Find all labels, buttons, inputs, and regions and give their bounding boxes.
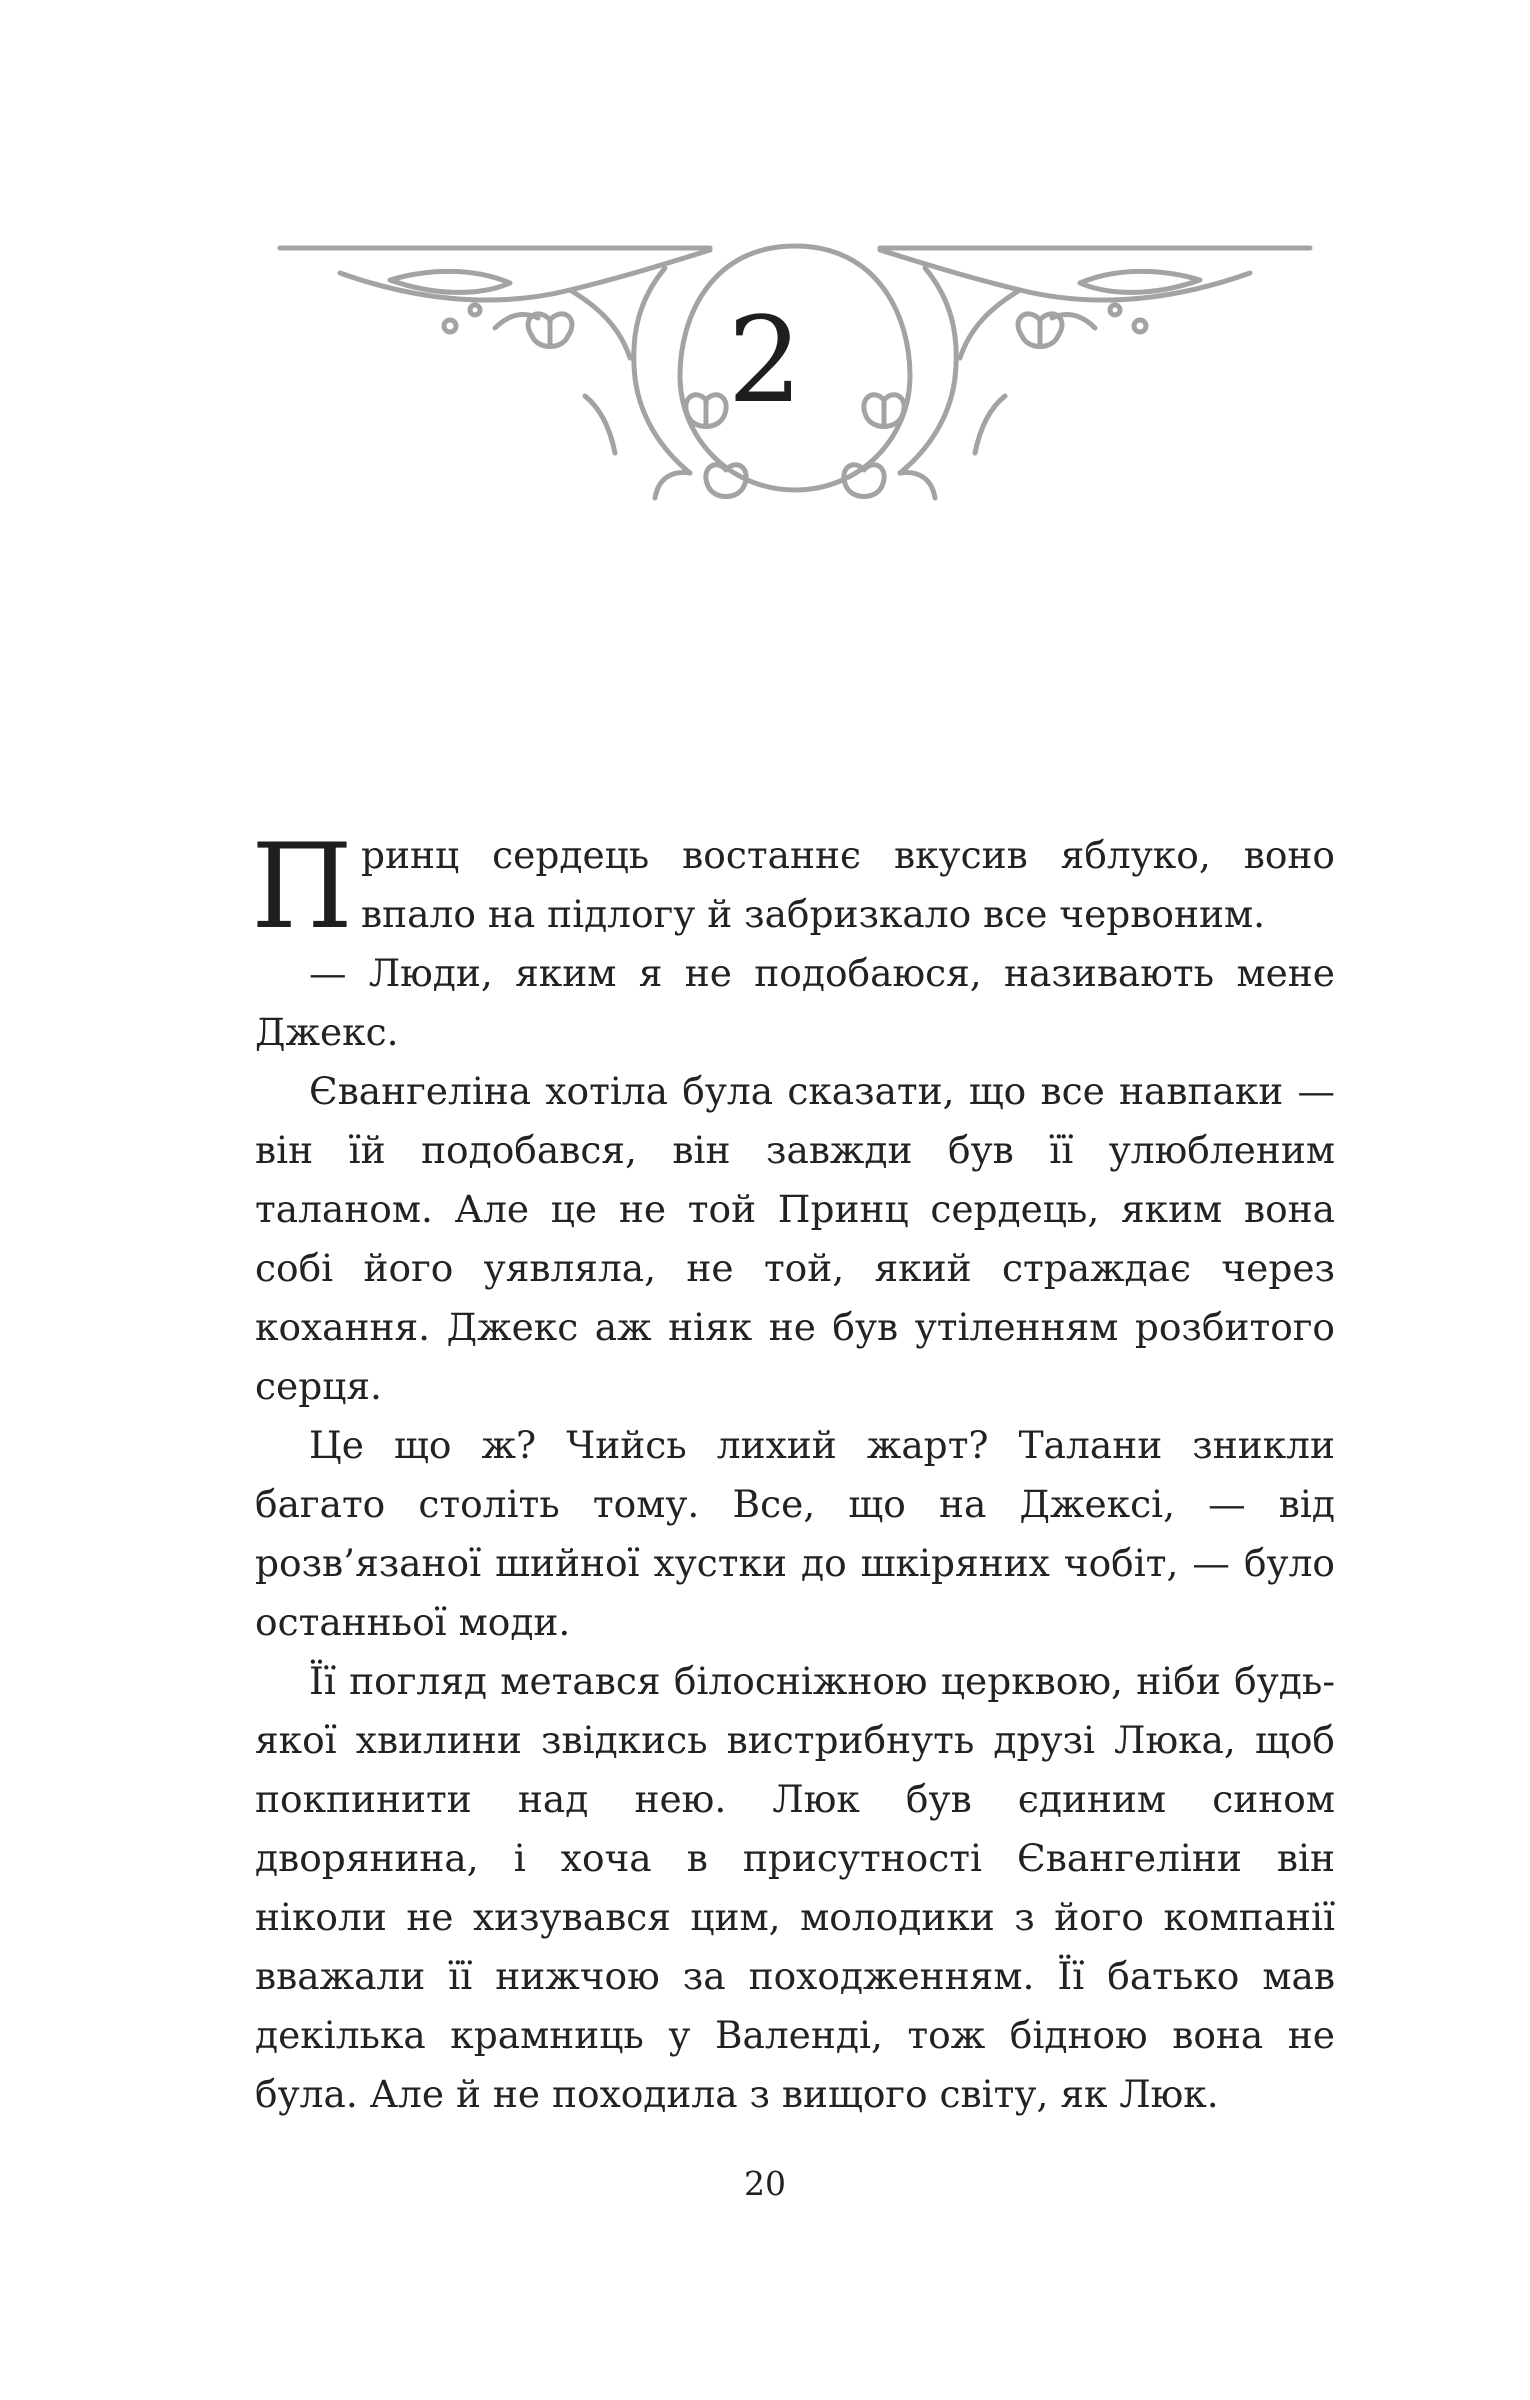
ornament-left-dot-2 <box>470 305 480 315</box>
ornament-left-arm <box>340 250 710 300</box>
paragraph-2: — Люди, яким я не подобаюся, називають мене Джекс. <box>255 951 1335 1054</box>
paragraph-5: Її погляд метався білосніжною церквою, ніби будь-якої хвилини звідкись вистрибнуть друзі Люка, щоб покпинити над нею. Люк був єдиним сином дворянина, і хоча в присутності Євангеліни він ніколи не хизувався цим, молодики з його компанії вважали її нижчою за походженням. Її батько мав декілька крамниць у Валенді, тож бідною вона не була. Але й не походила з вищого світу, як Люк. <box>255 1659 1335 2116</box>
ornament-right-dot-2 <box>1110 305 1120 315</box>
chapter-text <box>251 818 1335 2124</box>
ornament-left-dot-1 <box>444 320 456 332</box>
ornament-right-dot-1 <box>1134 320 1146 332</box>
ornament-right-bud-3 <box>844 465 884 497</box>
page-number: 20 <box>744 2164 786 2203</box>
drop-cap: П <box>251 818 354 955</box>
ornament-left-bud-3 <box>706 465 746 497</box>
paragraph-1-text: ринц сердець востаннє вкусив яблуко, воно впало на підлогу й забризкало все червоним. <box>361 833 1335 936</box>
ornament-right-arm <box>880 250 1250 300</box>
paragraph-1 <box>251 818 1335 955</box>
paragraph-3: Євангеліна хотіла була сказати, що все навпаки — він їй подобався, він завжди був її улюбленим таланом. Але це не той Принц сердець, яким вона собі його уявляла, не той, який страждає через кохання. Джекс аж ніяк не був утіленням розбитого серця. <box>255 1069 1335 1408</box>
chapter-number: 2 <box>727 291 803 429</box>
paragraph-4: Це що ж? Чийсь лихий жарт? Талани зникли багато століть тому. Все, що на Джексі, — від розв’язаної шийної хустки до шкіряних чобіт, — було останньої моди. <box>255 1423 1335 1644</box>
